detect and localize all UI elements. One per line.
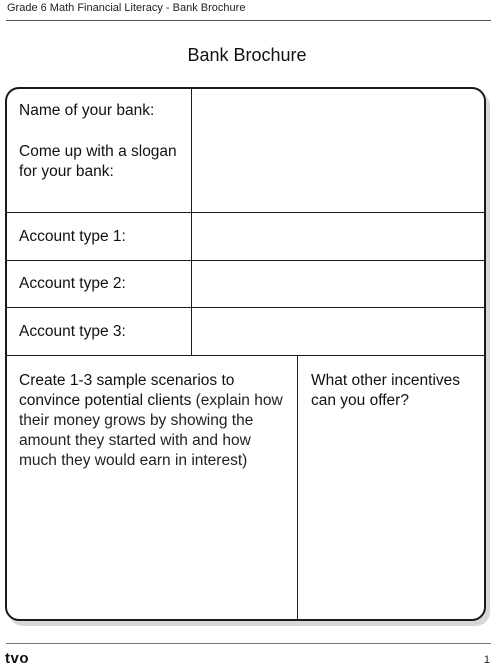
footer-divider <box>6 643 491 644</box>
document-header: Grade 6 Math Financial Literacy - Bank Brochure <box>7 2 246 14</box>
scenarios-prompt-detail: (explain how their money grows by showing the amount they started with and how much they would earn in interest) <box>19 392 283 469</box>
scenarios-answer-area[interactable] <box>7 489 297 619</box>
header-divider <box>6 20 491 21</box>
account-type-1-answer-area[interactable] <box>193 213 485 260</box>
incentives-label: What other incentives can you offer? <box>311 372 461 409</box>
column-divider-bottom <box>297 355 298 621</box>
bank-name-answer-area[interactable] <box>193 89 485 212</box>
incentives-answer-area[interactable] <box>299 419 485 619</box>
account-type-2-answer-area[interactable] <box>193 261 485 307</box>
row-divider-4 <box>7 355 486 356</box>
slogan-label: Come up with a slogan for your bank: <box>19 143 177 180</box>
scenarios-prompt-lead: Create 1-3 sample scenarios to convince potential clients <box>19 372 235 409</box>
account-type-1-label: Account type 1: <box>19 228 126 245</box>
scenarios-prompt <box>19 371 287 471</box>
brochure-worksheet-table <box>5 87 486 621</box>
column-divider-top <box>191 89 192 355</box>
account-type-2-label: Account type 2: <box>19 275 126 292</box>
tvo-logo: tvo <box>5 650 29 667</box>
page-title: Bank Brochure <box>187 45 307 65</box>
account-type-3-label: Account type 3: <box>19 323 126 340</box>
account-type-3-answer-area[interactable] <box>193 308 485 355</box>
bank-name-label: Name of your bank: <box>19 102 155 119</box>
page-number: 1 <box>483 654 490 666</box>
